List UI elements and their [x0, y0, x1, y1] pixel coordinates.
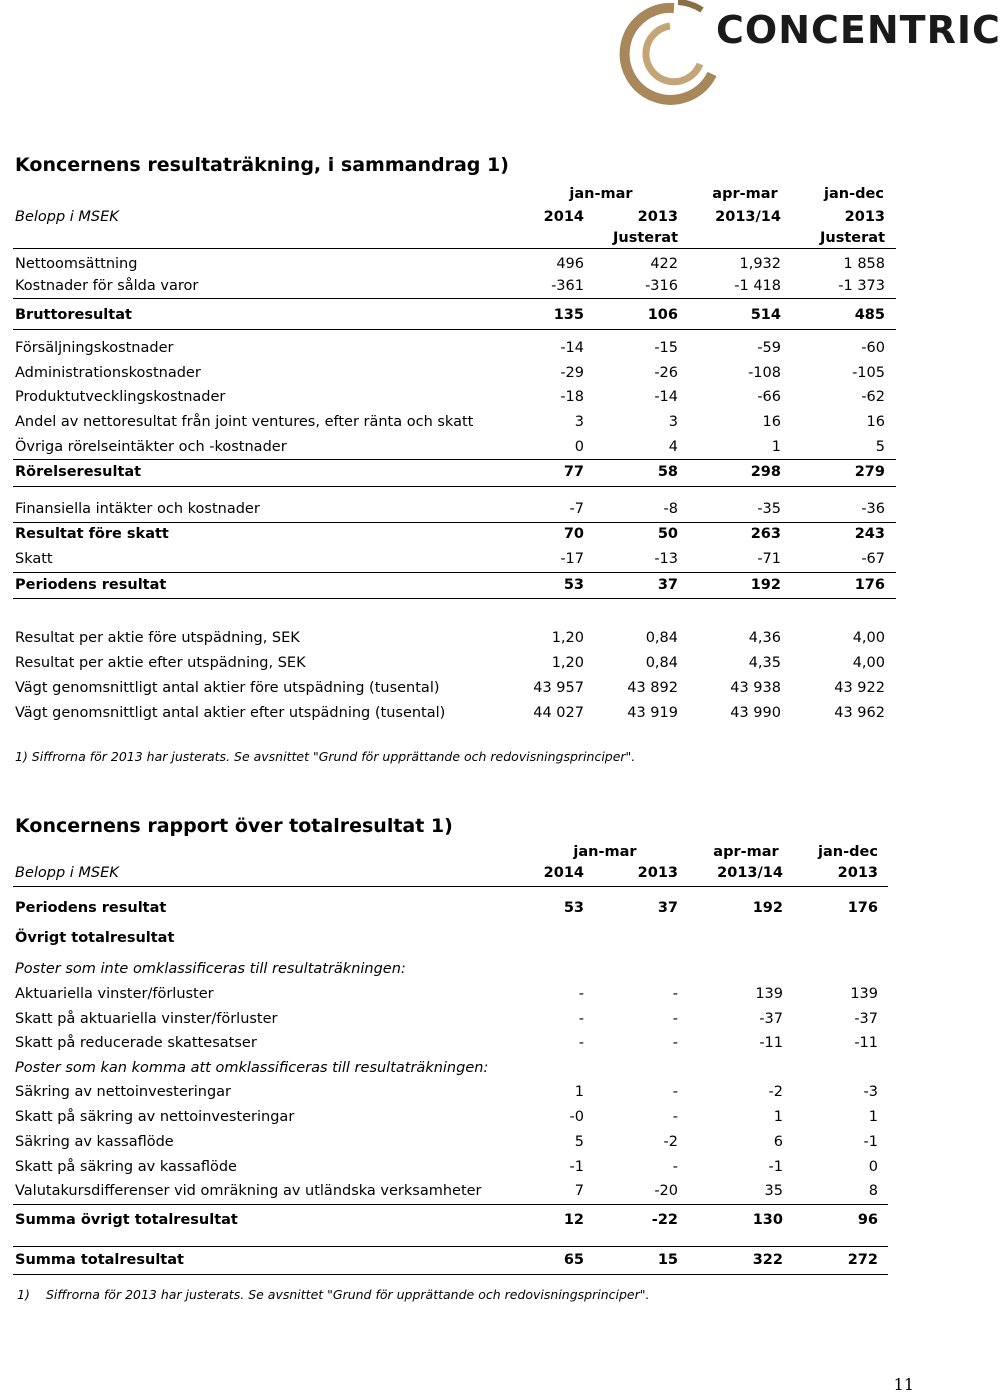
table-row [15, 340, 896, 364]
table-row [15, 365, 896, 389]
cell: 8 [868, 1183, 878, 1199]
cell: -14 [654, 389, 678, 405]
comprehensive-income-title: Koncernens rapport över totalresultat 1) [15, 815, 453, 837]
cell: 1,20 [551, 630, 584, 646]
cell: -26 [654, 365, 678, 381]
cell: -361 [551, 278, 584, 294]
cell: 4,00 [852, 630, 885, 646]
cell: 279 [854, 464, 885, 480]
footnote-marker: 1) [17, 1287, 30, 1302]
row-label: Andel av nettoresultat från joint ventures, efter ränta och skatt [15, 414, 474, 430]
divider [13, 1204, 888, 1205]
cell: -35 [757, 501, 781, 517]
cell: 422 [650, 256, 678, 272]
cell: -36 [861, 501, 885, 517]
col-2013-14: 2013/14 [715, 209, 781, 225]
cell: 176 [854, 577, 885, 593]
divider [13, 329, 896, 330]
cell: - [578, 1035, 584, 1051]
divider [13, 572, 896, 573]
cell: - [672, 1084, 678, 1100]
cell: 139 [755, 986, 783, 1002]
row-label: Resultat per aktie före utspädning, SEK [15, 630, 300, 646]
table-row-bold [15, 900, 888, 924]
row-label: Resultat före skatt [15, 526, 169, 542]
cell: 37 [657, 577, 678, 593]
cell: 243 [854, 526, 885, 542]
cell: -2 [663, 1134, 678, 1150]
cell: 16 [866, 414, 885, 430]
table-row [15, 986, 888, 1010]
row-label: Säkring av kassaflöde [15, 1134, 174, 1150]
page-number: 11 [893, 1375, 914, 1394]
cell: - [578, 1011, 584, 1027]
period-header-jan-mar: jan-mar [573, 844, 637, 860]
table-row [15, 630, 896, 654]
cell: 5 [574, 1134, 584, 1150]
cell: 0 [574, 439, 584, 455]
cell: 514 [750, 307, 781, 323]
cell: - [672, 1159, 678, 1175]
table-row-bold [15, 1252, 888, 1276]
cell: -11 [854, 1035, 878, 1051]
cell: 263 [750, 526, 781, 542]
footnote: 1) Siffrorna för 2013 har justerats. Se avsnittet "Grund för upprättande och redovisningsprinciper". [15, 749, 636, 764]
cell: 96 [857, 1212, 878, 1228]
table-row [15, 680, 896, 704]
cell: 4,00 [852, 655, 885, 671]
col-2013-adjusted: Justerat [613, 230, 678, 246]
cell: 130 [752, 1212, 783, 1228]
cell: -17 [560, 551, 584, 567]
row-label: Säkring av nettoinvesteringar [15, 1084, 232, 1100]
cell: 4,36 [748, 630, 781, 646]
cell: 192 [750, 577, 781, 593]
cell: 0,84 [645, 655, 678, 671]
cell: -1 [768, 1159, 783, 1175]
cell: 322 [752, 1252, 783, 1268]
col-2013: 2013 [637, 865, 678, 881]
row-label: Vägt genomsnittligt antal aktier efter utspädning (tusental) [15, 705, 446, 721]
cell: -1 373 [838, 278, 885, 294]
divider [13, 486, 896, 487]
cell: -60 [861, 340, 885, 356]
cell: 139 [850, 986, 878, 1002]
cell: 43 962 [834, 705, 885, 721]
period-header-apr-mar: apr-mar [713, 844, 779, 860]
row-label: Kostnader för sålda varor [15, 278, 199, 294]
divider [13, 598, 896, 599]
cell: 106 [647, 307, 678, 323]
row-label: Finansiella intäkter och kostnader [15, 501, 260, 517]
cell: 43 957 [533, 680, 584, 696]
cell: -13 [654, 551, 678, 567]
income-statement-title: Koncernens resultaträkning, i sammandrag 1) [15, 154, 509, 176]
row-label: Valutakursdifferenser vid omräkning av utländska verksamheter [15, 1183, 482, 1199]
cell: -11 [759, 1035, 783, 1051]
cell: -71 [757, 551, 781, 567]
cell: -108 [748, 365, 781, 381]
divider [13, 886, 888, 887]
row-label: Skatt på säkring av nettoinvesteringar [15, 1109, 295, 1125]
row-label: Bruttoresultat [15, 307, 132, 323]
row-label: Poster som kan komma att omklassificeras till resultaträkningen: [15, 1060, 489, 1076]
table-row [15, 256, 896, 280]
section-subheading [15, 961, 888, 985]
cell: -62 [861, 389, 885, 405]
table-row [15, 1011, 888, 1035]
cell: 272 [847, 1252, 878, 1268]
cell: 53 [563, 577, 584, 593]
table-row-bold [15, 1212, 888, 1236]
row-label: Övrigt totalresultat [15, 930, 175, 946]
divider [13, 298, 896, 299]
table-row [15, 655, 896, 679]
table-row [15, 389, 896, 413]
cell: 65 [563, 1252, 584, 1268]
cell: 176 [847, 900, 878, 916]
cell: - [578, 986, 584, 1002]
cell: -22 [651, 1212, 678, 1228]
cell: 53 [563, 900, 584, 916]
cell: -14 [560, 340, 584, 356]
divider [13, 522, 896, 523]
cell: -20 [654, 1183, 678, 1199]
period-header-jan-dec: jan-dec [818, 844, 878, 860]
row-label: Övriga rörelseintäkter och -kostnader [15, 439, 287, 455]
table-row [15, 705, 896, 729]
cell: -1 418 [734, 278, 781, 294]
cell: 496 [556, 256, 584, 272]
cell: 5 [875, 439, 885, 455]
cell: 485 [854, 307, 885, 323]
row-label: Skatt på reducerade skattesatser [15, 1035, 257, 1051]
cell: 44 027 [533, 705, 584, 721]
cell: 43 892 [627, 680, 678, 696]
row-label: Aktuariella vinster/förluster [15, 986, 214, 1002]
table-row-bold [15, 526, 896, 550]
row-label: Summa totalresultat [15, 1252, 184, 1268]
column-subheader-row [15, 230, 896, 254]
cell: -8 [663, 501, 678, 517]
cell: - [672, 986, 678, 1002]
cell: -316 [645, 278, 678, 294]
cell: 15 [657, 1252, 678, 1268]
cell: 1,932 [739, 256, 781, 272]
cell: 70 [563, 526, 584, 542]
cell: 0 [868, 1159, 878, 1175]
row-label: Administrationskostnader [15, 365, 201, 381]
cell: 12 [563, 1212, 584, 1228]
cell: -7 [569, 501, 584, 517]
section-subheading [15, 1060, 888, 1084]
cell: 43 990 [730, 705, 781, 721]
cell: 43 938 [730, 680, 781, 696]
cell: 0,84 [645, 630, 678, 646]
cell: 192 [752, 900, 783, 916]
col-2014: 2014 [543, 209, 584, 225]
divider [13, 1246, 888, 1247]
unit-label: Belopp i MSEK [15, 865, 119, 881]
row-label: Rörelseresultat [15, 464, 142, 480]
col-2013: 2013 [637, 209, 678, 225]
footnote: Siffrorna för 2013 har justerats. Se avsnittet "Grund för upprättande och redovisningsprinciper". [46, 1287, 650, 1302]
cell: 3 [574, 414, 584, 430]
col-2013-14: 2013/14 [717, 865, 783, 881]
cell: -59 [757, 340, 781, 356]
table-row [15, 414, 896, 438]
cell: -105 [852, 365, 885, 381]
row-label: Poster som inte omklassificeras till resultaträkningen: [15, 961, 406, 977]
logo-text: CONCENTRIC [716, 8, 1001, 52]
table-row-bold [15, 307, 896, 331]
cell: 43 922 [834, 680, 885, 696]
cell: 77 [563, 464, 584, 480]
cell: 35 [764, 1183, 783, 1199]
cell: -3 [863, 1084, 878, 1100]
unit-label: Belopp i MSEK [15, 209, 119, 225]
cell: 4,35 [748, 655, 781, 671]
row-label: Skatt [15, 551, 53, 567]
table-row [15, 1035, 888, 1059]
cell: 135 [553, 307, 584, 323]
cell: 16 [762, 414, 781, 430]
row-label: Periodens resultat [15, 577, 167, 593]
cell: 4 [668, 439, 678, 455]
cell: - [672, 1109, 678, 1125]
cell: 37 [657, 900, 678, 916]
cell: 1 [574, 1084, 584, 1100]
cell: - [672, 1035, 678, 1051]
period-header-jan-dec: jan-dec [824, 186, 884, 202]
cell: -29 [560, 365, 584, 381]
table-row [15, 1109, 888, 1133]
cell: -67 [861, 551, 885, 567]
row-label: Försäljningskostnader [15, 340, 174, 356]
row-label: Skatt på aktuariella vinster/förluster [15, 1011, 278, 1027]
cell: 6 [773, 1134, 783, 1150]
cell: 1 [868, 1109, 878, 1125]
cell: -18 [560, 389, 584, 405]
table-row-bold [15, 464, 896, 488]
section-heading [15, 930, 888, 954]
cell: -37 [854, 1011, 878, 1027]
col-2014: 2014 [543, 865, 584, 881]
table-row [15, 1084, 888, 1108]
period-header-apr-mar: apr-mar [712, 186, 778, 202]
divider [13, 459, 896, 460]
row-label: Produktutvecklingskostnader [15, 389, 226, 405]
row-label: Summa övrigt totalresultat [15, 1212, 238, 1228]
row-label: Nettoomsättning [15, 256, 138, 272]
cell: -37 [759, 1011, 783, 1027]
row-label: Resultat per aktie efter utspädning, SEK [15, 655, 306, 671]
cell: 3 [668, 414, 678, 430]
cell: 1 [771, 439, 781, 455]
col-2013-full: 2013 [837, 865, 878, 881]
cell: -15 [654, 340, 678, 356]
cell: -1 [569, 1159, 584, 1175]
cell: 298 [750, 464, 781, 480]
row-label: Skatt på säkring av kassaflöde [15, 1159, 237, 1175]
cell: -2 [768, 1084, 783, 1100]
divider [13, 248, 896, 249]
cell: 7 [574, 1183, 584, 1199]
table-row [15, 1134, 888, 1158]
cell: - [672, 1011, 678, 1027]
col-2013-full-adjusted: Justerat [820, 230, 885, 246]
col-2013-full: 2013 [844, 209, 885, 225]
cell: 43 919 [627, 705, 678, 721]
cell: 1,20 [551, 655, 584, 671]
cell: 50 [657, 526, 678, 542]
cell: -66 [757, 389, 781, 405]
row-label: Periodens resultat [15, 900, 167, 916]
divider [13, 1274, 888, 1275]
table-row [15, 1159, 888, 1183]
cell: 1 [773, 1109, 783, 1125]
cell: -1 [863, 1134, 878, 1150]
cell: 58 [657, 464, 678, 480]
row-label: Vägt genomsnittligt antal aktier före utspädning (tusental) [15, 680, 440, 696]
cell: -0 [569, 1109, 584, 1125]
cell: 1 858 [843, 256, 885, 272]
period-header-jan-mar: jan-mar [569, 186, 633, 202]
